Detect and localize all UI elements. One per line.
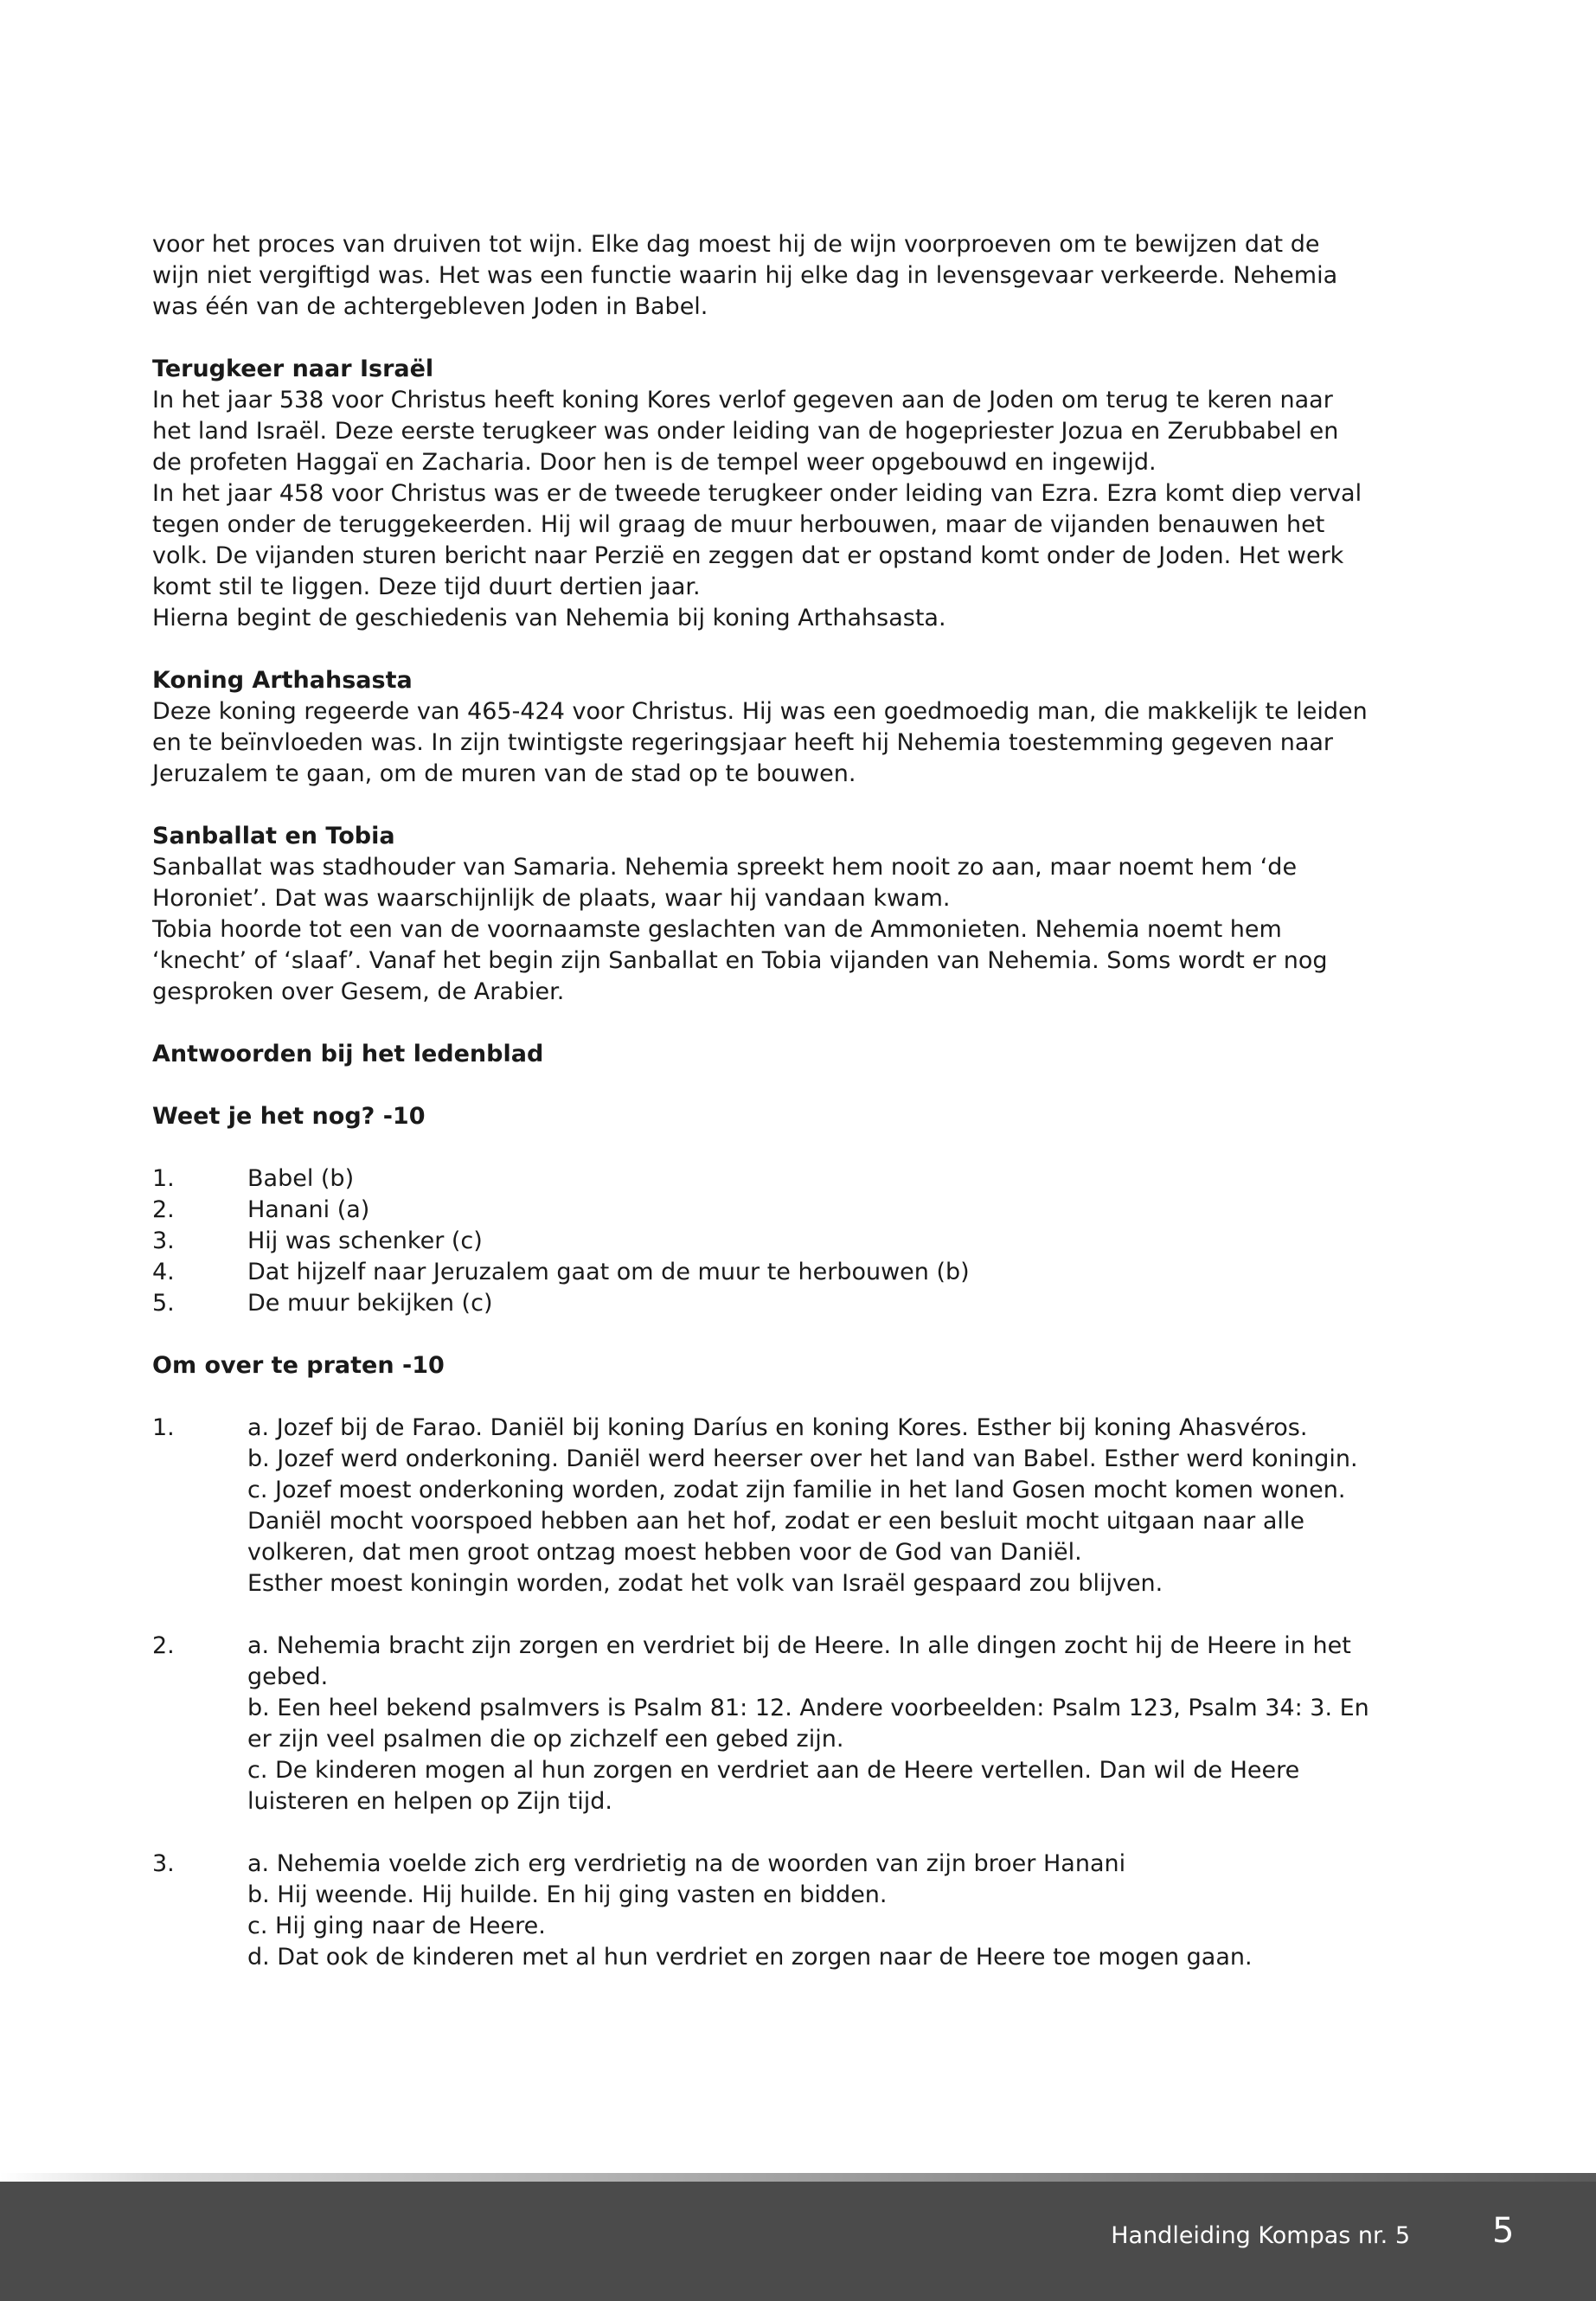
- list-item: [152, 1195, 1450, 1226]
- text-line: was één van de achtergebleven Joden in Babel.: [152, 293, 708, 320]
- section-heading: Koning Arthahsasta: [152, 667, 413, 694]
- text-line: Jeruzalem te gaan, om de muren van de stad op te bouwen.: [152, 760, 856, 787]
- list-answer: [247, 1849, 1450, 1973]
- answer-line: b. Een heel bekend psalmvers is Psalm 81: 12. Andere voorbeelden: Psalm 123, Psalm 34: 3. En: [247, 1695, 1369, 1721]
- section-heading: Om over te praten -10: [152, 1352, 445, 1379]
- page-number: 5: [1492, 2211, 1515, 2251]
- list-item: [152, 1257, 1450, 1288]
- list-text: De muur bekijken (c): [247, 1290, 493, 1317]
- footer-title: Handleiding Kompas nr. 5: [1111, 2222, 1410, 2249]
- antwoorden-heading: Antwoorden bij het ledenblad: [152, 1041, 544, 1067]
- answer-line: Esther moest koningin worden, zodat het volk van Israël gespaard zou blijven.: [247, 1570, 1163, 1597]
- section-terugkeer: [152, 354, 1450, 634]
- answer-line: luisteren en helpen op Zijn tijd.: [247, 1788, 612, 1815]
- text-line: het land Israël. Deze eerste terugkeer was onder leiding van de hogepriester Jozua en Zerubbabel en: [152, 418, 1339, 445]
- answer-line: Daniël mocht voorspoed hebben aan het hof, zodat er een besluit mocht uitgaan naar alle: [247, 1508, 1305, 1535]
- text-line: voor het proces van druiven tot wijn. Elke dag moest hij de wijn voorproeven om te bewijzen dat de: [152, 231, 1320, 258]
- list-number: 1.: [152, 1165, 175, 1192]
- section-praten: [152, 1350, 1450, 1973]
- list-item: [152, 1288, 1450, 1319]
- text-line: Tobia hoorde tot een van de voornaamste geslachten van de Ammonieten. Nehemia noemt hem: [152, 916, 1282, 943]
- list-number: 1.: [152, 1414, 175, 1441]
- answer-line: b. Jozef werd onderkoning. Daniël werd heerser over het land van Babel. Esther werd koningin.: [247, 1445, 1358, 1472]
- answer-line: a. Nehemia bracht zijn zorgen en verdriet bij de Heere. In alle dingen zocht hij de Heere in het: [247, 1632, 1351, 1659]
- list-text: Hij was schenker (c): [247, 1227, 483, 1254]
- answer-line: a. Jozef bij de Farao. Daniël bij koning Daríus en koning Kores. Esther bij koning Ahasvéros.: [247, 1414, 1308, 1441]
- section-weet: [152, 1101, 1450, 1319]
- text-line: Hierna begint de geschiedenis van Nehemia bij koning Arthahsasta.: [152, 605, 946, 631]
- list-number: 2.: [152, 1196, 175, 1223]
- list-number: 3.: [152, 1850, 175, 1877]
- list-answer: [247, 1631, 1450, 1817]
- list-number: 3.: [152, 1227, 175, 1254]
- section-sanballat: [152, 821, 1450, 1008]
- answer-line: gebed.: [247, 1663, 329, 1690]
- text-line: komt stil te liggen. Deze tijd duurt dertien jaar.: [152, 574, 701, 600]
- text-line: gesproken over Gesem, de Arabier.: [152, 978, 565, 1005]
- list-text: Babel (b): [247, 1165, 355, 1192]
- text-line: Sanballat was stadhouder van Samaria. Nehemia spreekt hem nooit zo aan, maar noemt hem ‘de: [152, 854, 1298, 881]
- list-number: 4.: [152, 1259, 175, 1285]
- intro-paragraph: [152, 229, 1450, 323]
- list-item: [152, 1226, 1450, 1257]
- text-line: volk. De vijanden sturen bericht naar Perzië en zeggen dat er opstand komt onder de Joden. Het werk: [152, 542, 1344, 569]
- text-line: ‘knecht’ of ‘slaaf’. Vanaf het begin zijn Sanballat en Tobia vijanden van Nehemia. Soms wordt er nog: [152, 947, 1328, 974]
- text-line: de profeten Haggaï en Zacharia. Door hen is de tempel weer opgebouwd en ingewijd.: [152, 449, 1157, 476]
- text-line: In het jaar 538 voor Christus heeft koning Kores verlof gegeven aan de Joden om terug te keren naar: [152, 387, 1333, 413]
- text-line: wijn niet vergiftigd was. Het was een functie waarin hij elke dag in levensgevaar verkeerde. Nehemia: [152, 262, 1338, 289]
- list-number: 5.: [152, 1290, 175, 1317]
- answer-line: b. Hij weende. Hij huilde. En hij ging vasten en bidden.: [247, 1881, 888, 1908]
- text-line: Deze koning regeerde van 465-424 voor Christus. Hij was een goedmoedig man, die makkelijk te leiden: [152, 698, 1368, 725]
- answer-line: a. Nehemia voelde zich erg verdrietig na de woorden van zijn broer Hanani: [247, 1850, 1126, 1877]
- list-item: [152, 1631, 1450, 1817]
- text-line: Horoniet’. Dat was waarschijnlijk de plaats, waar hij vandaan kwam.: [152, 885, 951, 912]
- list-item: [152, 1849, 1450, 1973]
- section-koning: [152, 665, 1450, 790]
- answer-line: c. Jozef moest onderkoning worden, zodat zijn familie in het land Gosen mocht komen wonen.: [247, 1477, 1346, 1503]
- list-answer: [247, 1413, 1450, 1599]
- list-item: [152, 1163, 1450, 1195]
- answer-line: er zijn veel psalmen die op zichzelf een gebed zijn.: [247, 1726, 844, 1753]
- section-heading: Weet je het nog? -10: [152, 1103, 426, 1130]
- answer-line: c. De kinderen mogen al hun zorgen en verdriet aan de Heere vertellen. Dan wil de Heere: [247, 1757, 1300, 1784]
- text-line: In het jaar 458 voor Christus was er de tweede terugkeer onder leiding van Ezra. Ezra komt diep verval: [152, 480, 1362, 507]
- list-number: 2.: [152, 1632, 175, 1659]
- list-item: [152, 1413, 1450, 1599]
- text-line: tegen onder de teruggekeerden. Hij wil graag de muur herbouwen, maar de vijanden benauwen het: [152, 511, 1325, 538]
- answer-line: d. Dat ook de kinderen met al hun verdriet en zorgen naar de Heere toe mogen gaan.: [247, 1944, 1253, 1971]
- answer-line: c. Hij ging naar de Heere.: [247, 1913, 546, 1939]
- page-content: [152, 229, 1450, 1973]
- answer-line: volkeren, dat men groot ontzag moest hebben voor de God van Daniël.: [247, 1539, 1082, 1566]
- section-heading: Sanballat en Tobia: [152, 823, 395, 849]
- text-line: en te beïnvloeden was. In zijn twintigste regeringsjaar heeft hij Nehemia toestemming gegeven naar: [152, 729, 1334, 756]
- section-heading: Terugkeer naar Israël: [152, 356, 434, 382]
- list-text: Hanani (a): [247, 1196, 370, 1223]
- list-text: Dat hijzelf naar Jeruzalem gaat om de muur te herbouwen (b): [247, 1259, 970, 1285]
